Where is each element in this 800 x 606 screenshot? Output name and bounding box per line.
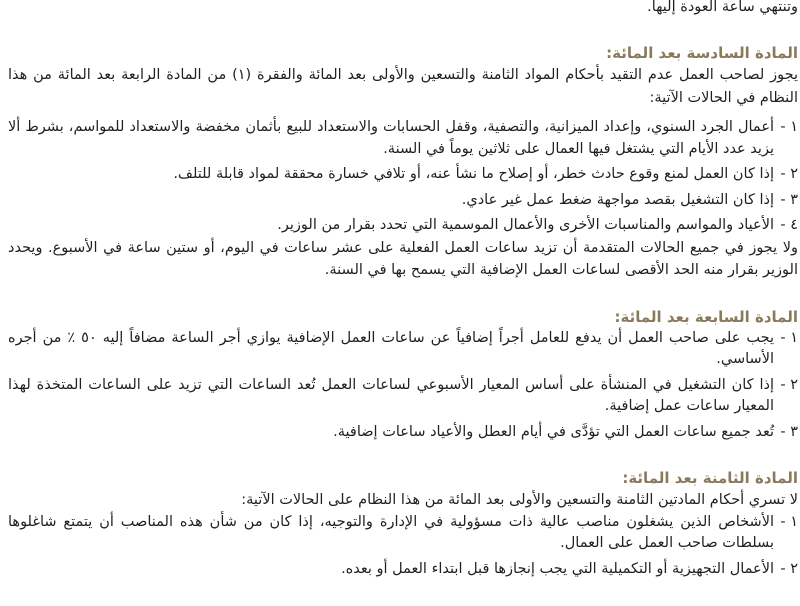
- list-item: [8, 328, 798, 371]
- item-text: الأشخاص الذين يشغلون مناصب عالية ذات مسؤولية في الإدارة والتوجيه، إذا كان من شأن هذه المناصب أن يتمتع شاغلوها بسلطات صاحب العمل على العمال.: [8, 513, 774, 551]
- article-items: [8, 117, 798, 237]
- list-item: [8, 164, 798, 186]
- article-closing: ولا يجوز في جميع الحالات المتقدمة أن تزيد ساعات العمل الفعلية على عشر ساعات في اليوم، أو ستين ساعة في الأسبوع. ويحدد الوزير بقرار منه الحد الأقصى لساعات العمل الإضافية التي يسمح بها في السنة.: [8, 239, 798, 278]
- article-107: [8, 306, 798, 444]
- intro-line: وتنتهي ساعة العودة إليها.: [647, 0, 798, 15]
- item-number: ١ -: [780, 119, 798, 135]
- item-number: ٢ -: [780, 560, 798, 577]
- item-number: ٢ -: [780, 376, 798, 393]
- list-item: [8, 375, 798, 418]
- item-text: الأعياد والمواسم والمناسبات الأخرى والأعمال الموسمية التي تحدد بقرار من الوزير.: [277, 217, 774, 233]
- list-item: [8, 190, 798, 212]
- item-text: الأعمال التجهيزية أو التكميلية التي يجب إنجازها قبل ابتداء العمل أو بعده.: [341, 560, 774, 577]
- list-item: [8, 512, 798, 555]
- list-item: [8, 422, 798, 444]
- article-intro: يجوز لصاحب العمل عدم التقيد بأحكام المواد الثامنة والتسعين والأولى بعد المائة والفقرة (١) من المادة الرابعة بعد المائة من هذا النظام في الحالات الآتية:: [8, 67, 798, 106]
- item-number: ٤ -: [780, 217, 798, 233]
- article-heading: المادة الثامنة بعد المائة:: [622, 469, 798, 487]
- item-number: ١ -: [780, 329, 798, 346]
- item-text: أعمال الجرد السنوي، وإعداد الميزانية، والتصفية، وقفل الحسابات والاستعداد للبيع بأثمان مخفضة والاستعداد للمواسم، بشرط ألا يزيد عدد الأيام التي يشتغل فيها العمال على ثلاثين يوماً في السنة.: [8, 119, 774, 157]
- item-number: ١ -: [780, 513, 798, 530]
- item-number: ٢ -: [780, 166, 798, 182]
- item-text: إذا كان العمل لمنع وقوع حادث خطر، أو إصلاح ما نشأ عنه، أو تلافي خسارة محققة لمواد قابلة للتلف.: [173, 166, 774, 182]
- article-106: [8, 42, 798, 282]
- item-text: يجب على صاحب العمل أن يدفع للعامل أجراً إضافياً عن ساعات العمل الإضافية يوازي أجر الساعة مضافاً إليه ٥٠ ٪ من أجره الأساسي.: [8, 329, 775, 367]
- article-intro: لا تسري أحكام المادتين الثامنة والتسعين والأولى بعد المائة من هذا النظام على الحالات الآتية:: [241, 492, 798, 508]
- item-number: ٣ -: [780, 423, 798, 440]
- list-item: [8, 559, 798, 581]
- item-number: ٣ -: [780, 191, 798, 208]
- list-item: [8, 117, 798, 160]
- article-heading: المادة السابعة بعد المائة:: [614, 307, 798, 326]
- item-text: تُعد جميع ساعات العمل التي تؤدَّى في أيام العطل والأعياد ساعات إضافية.: [333, 423, 774, 440]
- article-items: [8, 328, 798, 444]
- item-text: إذا كان التشغيل بقصد مواجهة ضغط عمل غير عادي.: [461, 191, 774, 208]
- article-108: [8, 467, 798, 580]
- document-page: [8, 0, 798, 606]
- item-text: إذا كان التشغيل في المنشأة على أساس المعيار الأسبوعي لساعات العمل تُعد الساعات التي تزيد على الساعات المتخذة لهذا المعيار ساعات عمل إضافية.: [8, 376, 774, 414]
- article-heading: المادة السادسة بعد المائة:: [606, 44, 798, 62]
- article-items: [8, 512, 798, 581]
- list-item: [8, 215, 798, 237]
